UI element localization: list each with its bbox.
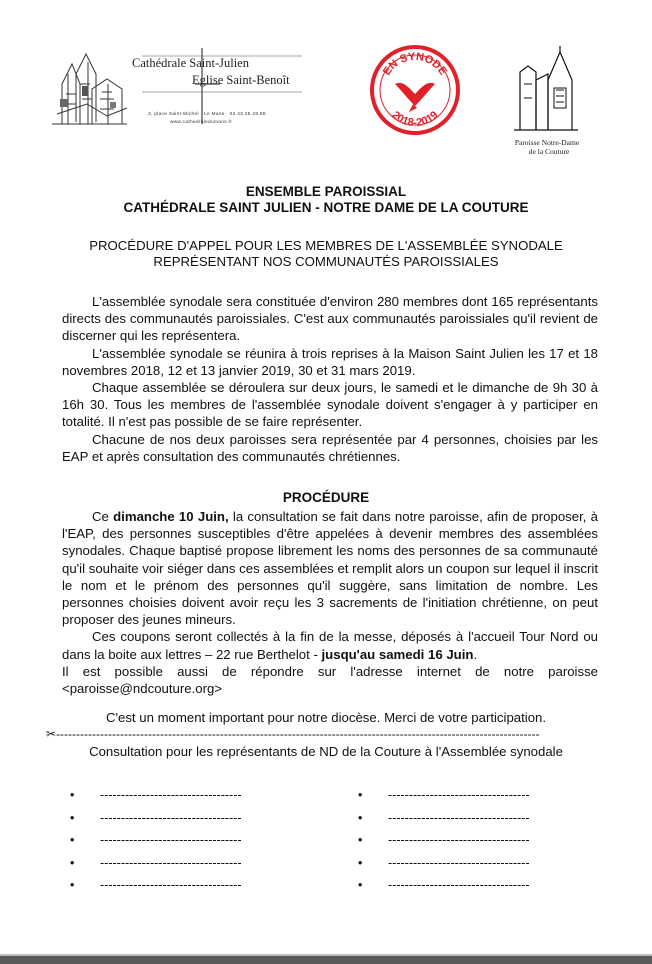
procedure-paragraph-2	[62, 628, 598, 662]
cathedral-website: www.cathedraledumans.fr	[170, 120, 233, 125]
bullet-icon: •	[358, 855, 363, 870]
title-ensemble-paroissial: ENSEMBLE PAROISSIAL	[245, 184, 407, 199]
bullet-icon: •	[70, 855, 75, 870]
bullet-icon: •	[358, 878, 363, 892]
coupon-entry-left-2[interactable]	[70, 811, 242, 834]
intro-paragraph-2: L'assemblée synodale se réunira à trois reprises à la Maison Saint Julien les 17 et 18 novembres 2018, 12 et 13 janvier 2019, 30 et 31 mars 2019.	[62, 345, 598, 378]
subtitle-procedure-appel: PROCÉDURE D'APPEL POUR LES MEMBRES DE L'ASSEMBLÉE SYNODALE	[89, 238, 563, 253]
coupon-entry-line[interactable]: ----------------------------------	[100, 833, 242, 847]
synode-logo	[369, 44, 461, 136]
intro-paragraph-3: Chaque assemblée se déroulera sur deux jours, le samedi et le dimanche de 9h 30 à 16h 30. Tous les membres de l'assemblée synodale doivent s'engager à y participer en totalité. Il n'est pas possible de se faire représenter.	[62, 380, 598, 430]
bullet-icon: •	[70, 788, 75, 802]
paroisse-caption-line1: Paroisse Notre-Dame	[514, 138, 580, 147]
cathedral-name: Cathédrale Saint-Julien	[132, 56, 249, 70]
bullet-icon: •	[358, 788, 363, 802]
procedure-p2-pre: Ces coupons seront collectés à la fin de la messe, déposés à l'accueil Tour Nord ou dans la boite aux lettres – 22 rue Berthelot -	[62, 629, 598, 662]
church-tower-icon	[500, 44, 596, 134]
procedure-paragraph-1	[62, 508, 598, 628]
svg-text:2018-2019: 2018-2019	[389, 109, 441, 130]
bullet-icon: •	[358, 810, 363, 825]
bullet-icon: •	[358, 833, 363, 847]
svg-text:EN SYNODE: EN SYNODE	[380, 50, 450, 78]
procedure-deadline: jusqu'au samedi 16 Juin	[321, 646, 474, 662]
cut-line	[46, 727, 606, 741]
church-name: Eglise Saint-Benoît	[192, 73, 290, 87]
coupon-entry-right-1[interactable]	[358, 788, 530, 811]
intro-paragraph-1: L'assemblée synodale sera constituée d'environ 280 membres dont 165 représentants directs des communautés paroissiales. C'est aux communautés paroissiales qu'il revient de discerner qui les représentera.	[62, 294, 598, 344]
procedure-section	[62, 508, 598, 697]
coupon-entry-right-5[interactable]	[358, 878, 530, 901]
procedure-p2-post: .	[473, 646, 478, 662]
subtitle-communautes: REPRÉSENTANT NOS COMMUNAUTÉS PAROISSIALES	[153, 254, 499, 269]
coupon-list-right	[358, 788, 530, 901]
coupon-entry-left-5[interactable]	[70, 878, 242, 901]
cathedral-address: 3, place Saint-Michel · Le Mans · 02.43.28.28.98	[148, 112, 266, 117]
synode-seal-icon	[369, 44, 461, 136]
scissors-icon: ✂	[46, 727, 57, 741]
coupon-entry-left-3[interactable]	[70, 833, 242, 856]
coupon-entry-line[interactable]: ----------------------------------	[388, 878, 530, 892]
coupon-entry-line[interactable]: ----------------------------------	[100, 855, 242, 870]
bullet-icon: •	[70, 810, 75, 825]
intro-section	[62, 293, 598, 465]
bullet-icon: •	[70, 833, 75, 847]
procedure-heading: PROCÉDURE	[282, 490, 370, 505]
coupon-entry-right-4[interactable]	[358, 856, 530, 879]
coupon-entry-line[interactable]: ----------------------------------	[100, 788, 242, 802]
procedure-p1-post: la consultation se fait dans notre paroisse, afin de proposer, à l'EAP, des personnes susceptibles d'être appelées à devenir membres des assemblées synodales. Chaque baptisé propose librement les noms des personnes de sa communauté qu'il souhaite voir siéger dans ces assemblées et remplit alors un coupon sur lequel il inscrit le nom et le prénom des personnes qu'il suggère, sans limitation de nombre. Les personnes choisies doivent avoir reçu les 3 sacrements de l'initiation chrétienne, on peut proposer des jeunes mineurs.	[62, 509, 598, 628]
closing-message: C'est un moment important pour notre diocèse. Merci de votre participation.	[105, 710, 547, 725]
coupon-entry-right-2[interactable]	[358, 811, 530, 834]
coupon-title: Consultation pour les représentants de ND de la Couture à l'Assemblée synodale	[89, 744, 563, 759]
coupon-entry-line[interactable]: ----------------------------------	[388, 788, 530, 802]
paroisse-logo	[500, 44, 596, 160]
coupon-entry-line[interactable]: ----------------------------------	[388, 810, 530, 825]
coupon-entry-line[interactable]: ----------------------------------	[388, 855, 530, 870]
bottom-bar	[0, 956, 652, 964]
coupon-entry-line[interactable]: ----------------------------------	[388, 833, 530, 847]
coupon-entry-right-3[interactable]	[358, 833, 530, 856]
procedure-p1-pre: Ce	[92, 509, 114, 524]
coupon-entry-line[interactable]: ----------------------------------	[100, 810, 242, 825]
title-cathedrale: CATHÉDRALE SAINT JULIEN - NOTRE DAME DE LA COUTURE	[123, 200, 529, 215]
paroisse-caption-line2: de la Couture	[528, 147, 570, 156]
procedure-date: dimanche 10 Juin,	[113, 509, 229, 524]
intro-paragraph-4: Chacune de nos deux paroisses sera représentée par 4 personnes, choisies par les EAP et après consultation des communautés chrétiennes.	[62, 431, 598, 464]
procedure-paragraph-3: Il est possible aussi de répondre sur l'adresse internet de notre paroisse <paroisse@ndcouture.org>	[62, 663, 598, 697]
bullet-icon: •	[70, 878, 75, 892]
cut-dashes: -------------------------------------------------------------------------------------------------------------------------	[56, 727, 540, 741]
coupon-entry-line[interactable]: ----------------------------------	[100, 878, 242, 892]
coupon-entry-left-4[interactable]	[70, 856, 242, 879]
cathedral-logo	[52, 44, 322, 134]
coupon-entry-left-1[interactable]	[70, 788, 242, 811]
coupon-list-left	[70, 788, 242, 901]
